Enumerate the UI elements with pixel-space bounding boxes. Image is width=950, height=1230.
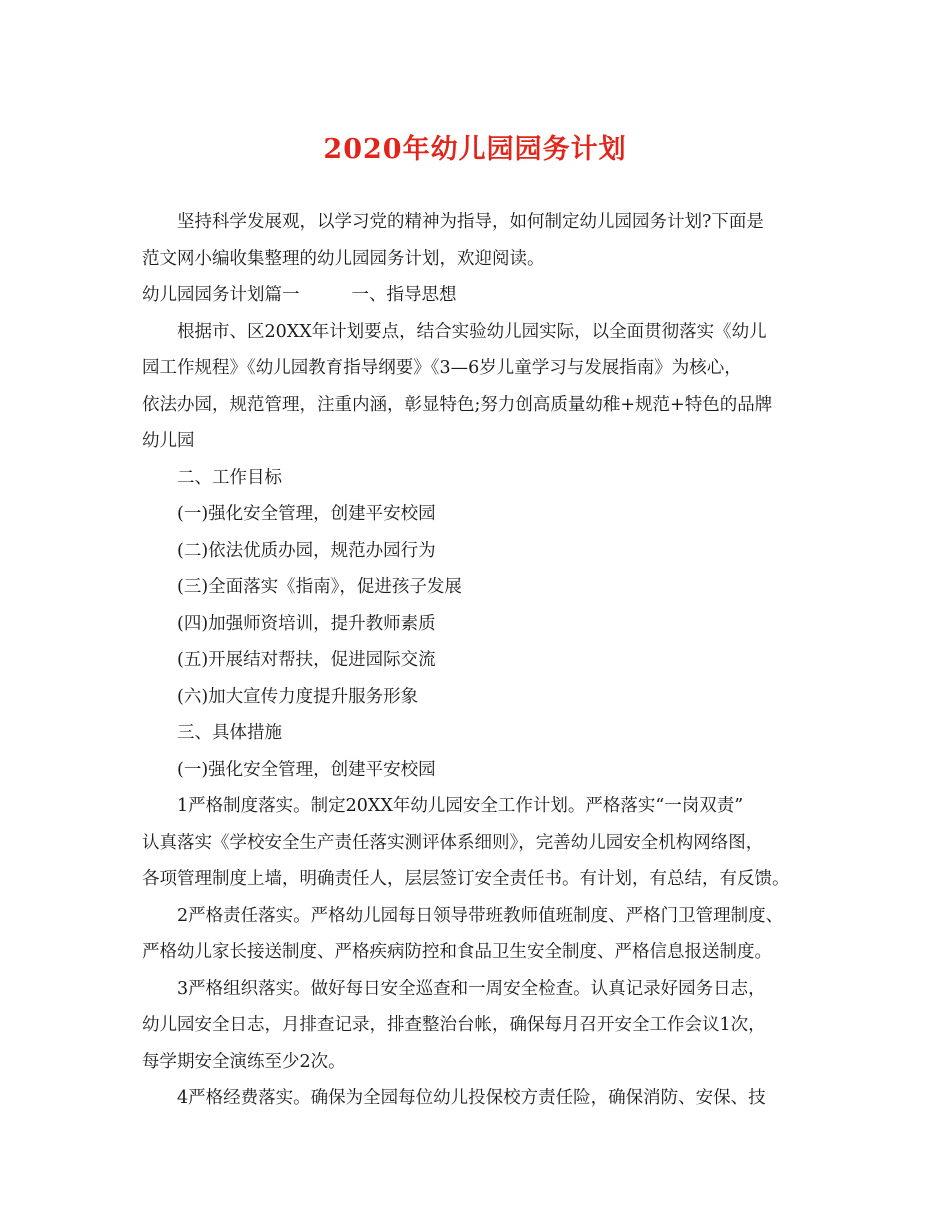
list-item: (二)依法优质办园，规范办园行为 [177, 540, 436, 561]
list-item: (一)强化安全管理，创建平安校园 [177, 504, 436, 524]
paragraph-line: 幼儿园安全日志，月排查记录，排查整治台帐，确保每月召开安全工作会议1次， [142, 1015, 766, 1035]
section-heading: 二、工作目标 [177, 467, 282, 488]
section-heading: 一、指导思想 [351, 285, 457, 305]
paragraph-line: 园工作规程》《幼儿园教育指导纲要》《3—6岁儿童学习与发展指南》为核心， [142, 358, 742, 378]
list-item: (五)开展结对帮扶，促进园际交流 [177, 650, 436, 670]
paragraph-line: 每学期安全演练至少2次。 [142, 1051, 346, 1072]
list-item: (四)加强师资培训，提升教师素质 [177, 613, 436, 634]
section-heading: 三、具体措施 [177, 723, 282, 743]
list-item: (三)全面落实《指南》，促进孩子发展 [177, 577, 462, 597]
paragraph-line: 幼儿园 [142, 431, 195, 451]
paragraph-line: 依法办园，规范管理，注重内涵，彰显特色;努力创高质量幼稚+规范+特色的品牌 [142, 394, 773, 415]
paragraph-line: 2严格责任落实。严格幼儿园每日领导带班教师值班制度、严格门卫管理制度、 [177, 905, 784, 926]
paragraph-line: 3严格组织落实。做好每日安全巡查和一周安全检查。认真记录好园务日志， [177, 978, 766, 999]
document-title: 2020年幼儿园园务计划 [323, 134, 627, 165]
paragraph-line: 范文网小编收集整理的幼儿园园务计划，欢迎阅读。 [142, 248, 545, 269]
paragraph-line: 根据市、区20XX年计划要点，结合实验幼儿园实际，以全面贯彻落实《幼儿 [177, 321, 767, 342]
paragraph-line: 严格幼儿家长接送制度、严格疾病防控和食品卫生安全制度、严格信息报送制度。 [142, 942, 772, 962]
paragraph-line: 认真落实《学校安全生产责任落实测评体系细则》，完善幼儿园安全机构网络图， [142, 832, 764, 853]
subsection-heading: (一)强化安全管理，创建平安校园 [177, 759, 436, 780]
paragraph-line: 1严格制度落实。制定20XX年幼儿园安全工作计划。严格落实“一岗双责” [177, 796, 744, 816]
document-body [142, 204, 832, 1117]
part-label: 幼儿园园务计划篇一 [142, 285, 300, 305]
list-item: (六)加大宣传力度提升服务形象 [177, 686, 419, 707]
section-heading-line [142, 277, 832, 314]
paragraph-line: 各项管理制度上墙，明确责任人，层层签订安全责任书。有计划，有总结，有反馈。 [142, 869, 790, 889]
paragraph-line: 坚持科学发展观，以学习党的精神为指导，如何制定幼儿园园务计划?下面是 [177, 212, 764, 232]
paragraph-line: 4严格经费落实。确保为全园每位幼儿投保校方责任险，确保消防、安保、技 [177, 1088, 766, 1108]
